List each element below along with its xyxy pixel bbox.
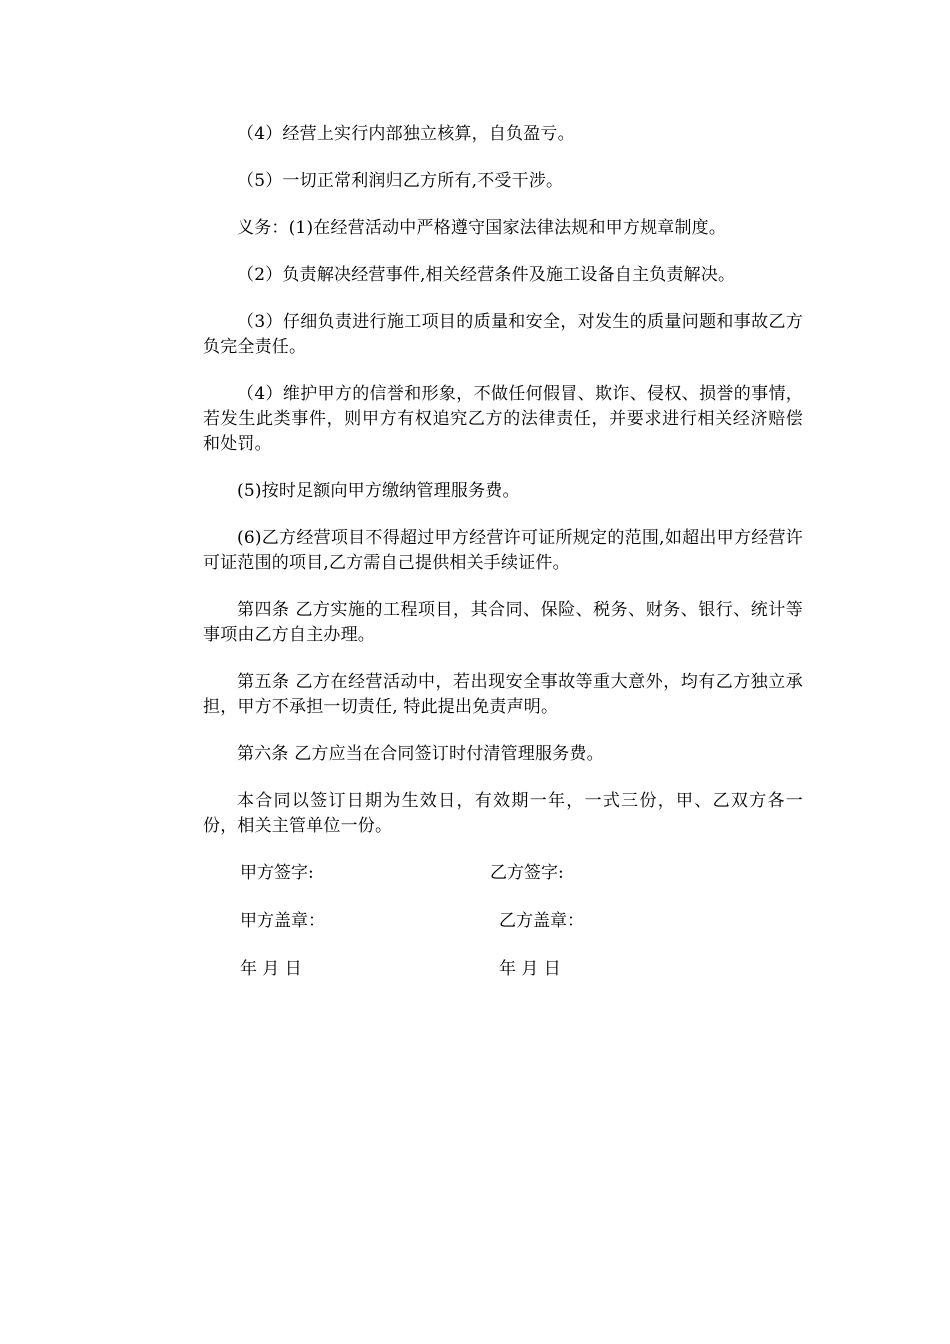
party-b-date-label: 年 月 日 [499, 959, 561, 979]
clause-right-5: （5）一切正常利润归乙方所有,不受干涉。 [237, 171, 564, 191]
party-a-seal-label: 甲方盖章： [240, 911, 325, 931]
article-five: 第五条 乙方在经营活动中，若出现安全事故等重大意外，均有乙方独立承担，甲方不承担一切责任, 特此提出免责声明。 [203, 672, 803, 717]
seal-row [203, 909, 803, 934]
clause-duty-3: （3）仔细负责进行施工项目的质量和安全，对发生的质量问题和事故乙方负完全责任。 [203, 312, 803, 357]
clause-duty-4: （4）维护甲方的信誉和形象，不做任何假冒、欺诈、侵权、损誉的事情，若发生此类事件，则甲方有权追究乙方的法律责任，并要求进行相关经济赔偿和处罚。 [203, 384, 803, 454]
clause-duty-1: 义务：(1)在经营活动中严格遵守国家法律法规和甲方规章制度。 [237, 218, 727, 238]
article-six: 第六条 乙方应当在合同签订时付清管理服务费。 [237, 744, 604, 764]
effective-clause: 本合同以签订日期为生效日，有效期一年，一式三份，甲、乙双方各一份，相关主管单位一份。 [203, 791, 803, 836]
party-b-signature-label: 乙方签字: [490, 863, 564, 883]
contract-body [203, 122, 803, 1005]
party-b-seal-label: 乙方盖章： [499, 911, 584, 931]
clause-duty-5: (5)按时足额向甲方缴纳管理服务费。 [237, 481, 520, 501]
signature-row [203, 861, 803, 886]
clause-right-4: （4）经营上实行内部独立核算，自负盈亏。 [237, 124, 575, 144]
party-a-date-label: 年 月 日 [240, 959, 302, 979]
article-four: 第四条 乙方实施的工程项目，其合同、保险、税务、财务、银行、统计等事项由乙方自主办理。 [203, 600, 803, 645]
party-a-signature-label: 甲方签字: [240, 863, 314, 883]
date-row [203, 957, 803, 982]
clause-duty-6: (6)乙方经营项目不得超过甲方经营许可证所规定的范围,如超出甲方经营许可证范围的项目,乙方需自己提供相关手续证件。 [203, 528, 803, 573]
clause-duty-2: （2）负责解决经营事件,相关经营条件及施工设备自主负责解决。 [237, 265, 736, 285]
